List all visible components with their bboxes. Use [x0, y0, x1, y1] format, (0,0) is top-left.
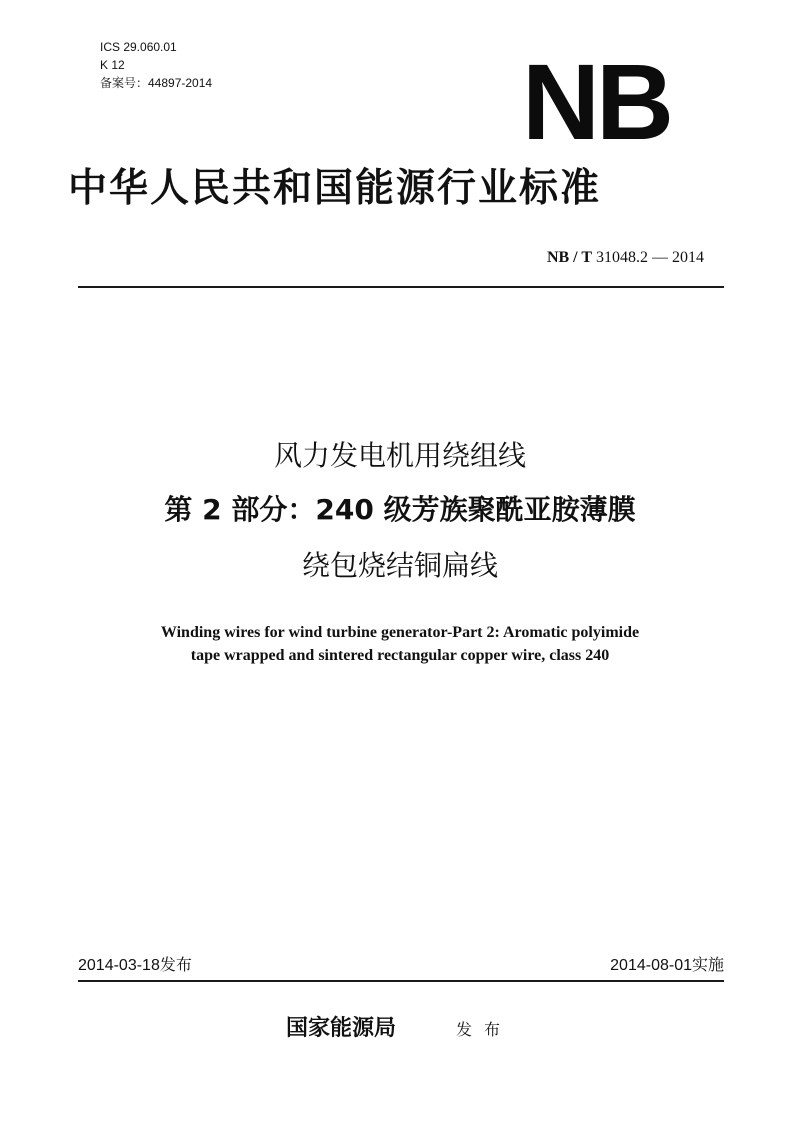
record-number: 备案号：44897-2014	[100, 76, 213, 90]
nb-logo: NB	[522, 41, 670, 162]
ics-code: ICS 29.060.01	[100, 40, 177, 54]
category-code: K 12	[100, 58, 125, 72]
title-en-line-2: tape wrapped and sintered rectangular copper wire, class 240	[190, 647, 610, 664]
standard-number	[547, 248, 704, 268]
title-zh-line-1: 风力发电机用绕组线	[273, 439, 526, 472]
issuing-authority: 国家能源局	[286, 1015, 397, 1041]
title-zh-line-3: 绕包烧结铜扁线	[301, 549, 498, 582]
issue-date: 2014-03-18发布	[78, 957, 192, 974]
footer-divider	[78, 980, 724, 982]
implementation-date: 2014-08-01实施	[610, 957, 724, 974]
standard-number-value: 31048.2 — 2014	[596, 249, 704, 266]
header-divider	[78, 286, 724, 288]
issue-action: 发布	[456, 1020, 513, 1039]
standard-prefix: NB / T	[546, 249, 592, 266]
title-zh-line-2: 第 2 部分：240 级芳族聚酰亚胺薄膜	[164, 493, 636, 526]
standard-category-title: 中华人民共和国能源行业标准	[68, 165, 602, 211]
title-en-line-1: Winding wires for wind turbine generator-Part 2: Aromatic polyimide	[160, 624, 640, 641]
